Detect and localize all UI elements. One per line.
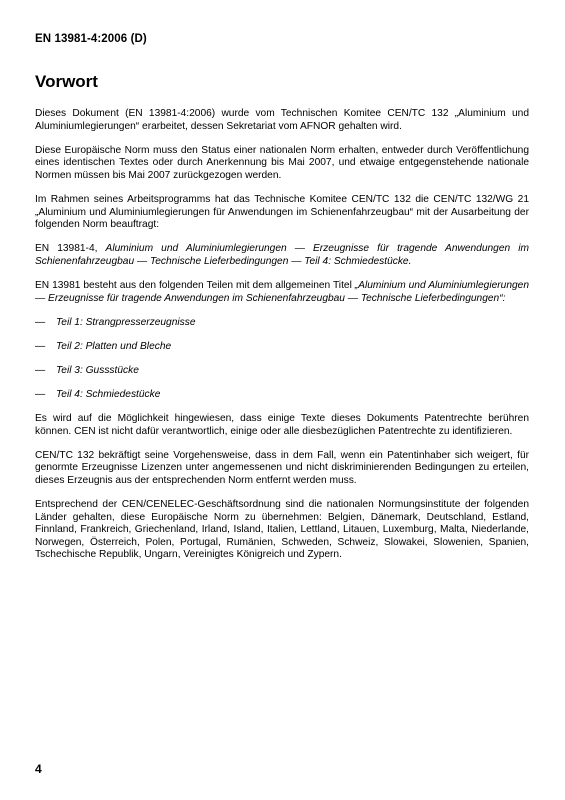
paragraph-2: Diese Europäische Norm muss den Status einer nationalen Norm erhalten, entweder durch Veröffentlichung eines identischen Textes oder durch Anerkennung bis Mai 2007, und etwaige entgegenstehende nationale Normen müssen bis Mai 2007 zurückgezogen werden. xyxy=(35,144,529,181)
paragraph-5-prefix: EN 13981 besteht aus den folgenden Teilen mit dem allgemeinen Titel xyxy=(35,279,355,291)
paragraph-6: Es wird auf die Möglichkeit hingewiesen, dass einige Texte dieses Dokuments Patentrechte berühren können. CEN ist nicht dafür verantwortlich, einige oder alle diesbezüglichen Patentrechte zu identifizieren. xyxy=(35,413,529,437)
paragraph-3: Im Rahmen seines Arbeitsprogramms hat das Technische Komitee CEN/TC 132 die CEN/TC 132/WG 21 „Aluminium und Aluminiumlegierungen für Anwendungen im Schienenfahrzeugbau“ mit der Ausarbeitung der folgenden Norm beauftragt: xyxy=(35,193,529,231)
paragraph-1: Dieses Dokument (EN 13981-4:2006) wurde vom Technischen Komitee CEN/TC 132 „Aluminium und Aluminiumlegierungen“ erarbeitet, dessen Sekretariat vom AFNOR gehalten wird. xyxy=(35,108,529,132)
dash-bullet: — xyxy=(35,340,46,352)
page-title: Vorwort xyxy=(35,72,98,91)
document-header: EN 13981-4:2006 (D) xyxy=(35,33,147,45)
list-item xyxy=(35,317,529,330)
paragraph-8: Entsprechend der CEN/CENELEC-Geschäftsordnung sind die nationalen Normungsinstitute der folgenden Länder gehalten, diese Europäische Norm zu übernehmen: Belgien, Dänemark, Deutschland, Estland, Finnland, Frankreich, Griechenland, Irland, Island, Italien, Lettland, Litauen, Luxemburg, Malta, Niederlande, Norwegen, Österreich, Polen, Portugal, Rumänien, Schweden, Schweiz, Slowakei, Slowenien, Spanien, Tschechische Republik, Ungarn, Vereinigtes Königreich und Zypern. xyxy=(35,498,529,561)
parts-list xyxy=(35,317,529,402)
dash-bullet: — xyxy=(35,364,46,376)
dash-bullet: — xyxy=(35,388,46,400)
list-item-text: Teil 4: Schmiedestücke xyxy=(56,388,161,400)
list-item-text: Teil 1: Strangpresserzeugnisse xyxy=(56,316,196,328)
list-item xyxy=(35,365,529,378)
list-item-text: Teil 3: Gussstücke xyxy=(56,364,139,376)
paragraph-4-prefix: EN 13981-4, xyxy=(35,243,106,255)
paragraph-4-title: Aluminium und Aluminiumlegierungen — Erzeugnisse für tragende Anwendungen im Schienenfahrzeugbau — Technische Lieferbedingungen — Teil 4: Schmiedestücke. xyxy=(35,243,529,267)
list-item xyxy=(35,389,529,402)
paragraph-5 xyxy=(35,280,529,305)
paragraph-4 xyxy=(35,243,529,268)
paragraph-5-title: „Aluminium und Aluminiumlegierungen — Erzeugnisse für tragende Anwendungen im Schienenfahrzeugbau — Technische Lieferbedingungen“: xyxy=(35,279,529,304)
paragraph-7: CEN/TC 132 bekräftigt seine Vorgehensweise, dass in dem Fall, wenn ein Patentinhaber sich weigert, für genormte Erzeugnisse Lizenzen unter angemessenen und nicht diskriminierenden Bedingungen zu erteilen, dieses Erzeugnis aus der entsprechenden Norm entfernt werden muss. xyxy=(35,449,529,486)
list-item xyxy=(35,341,529,354)
list-item-text: Teil 2: Platten und Bleche xyxy=(56,340,172,352)
foreword-body xyxy=(35,108,529,573)
dash-bullet: — xyxy=(35,316,46,328)
page-number: 4 xyxy=(35,762,42,776)
